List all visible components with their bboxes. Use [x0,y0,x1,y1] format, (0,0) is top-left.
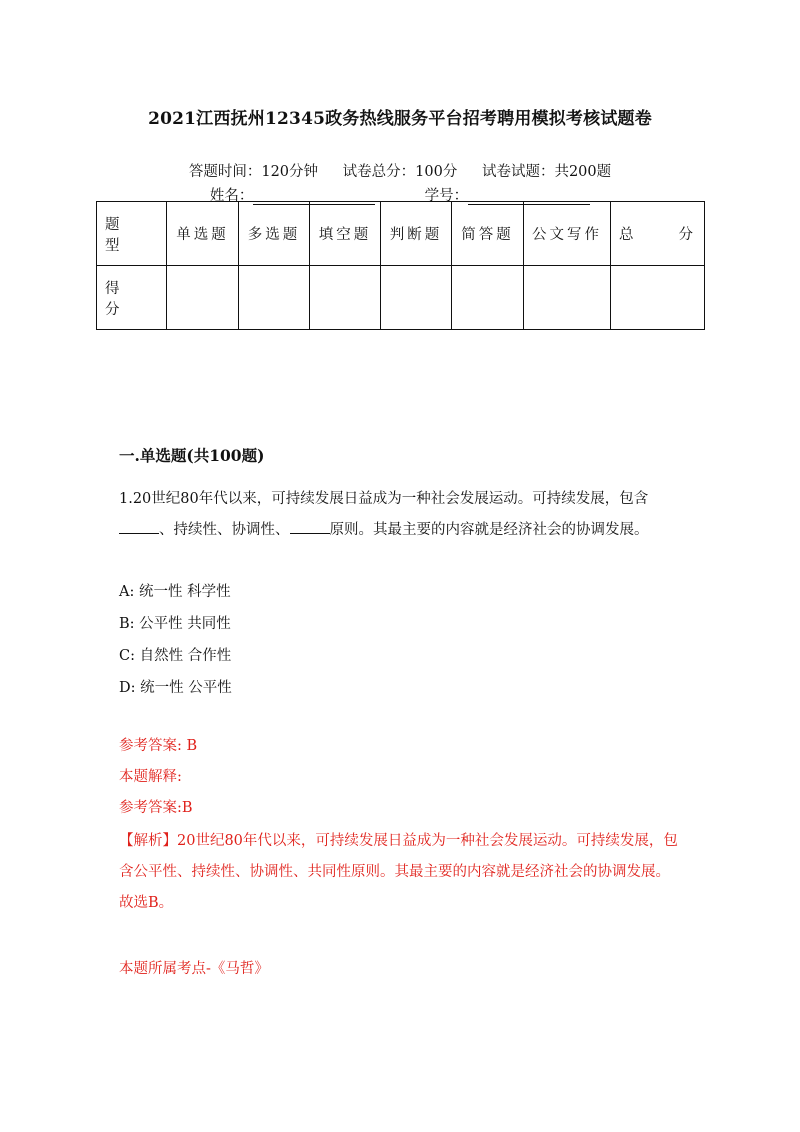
explanation-label: 本题解释: [119,769,182,785]
exam-question-count: 试卷试题：共200题 [481,164,612,180]
option-c[interactable]: C: 自然性 合作性 [119,648,232,664]
score-cell[interactable] [381,266,452,330]
question-text [119,484,679,546]
option-list [119,576,232,704]
score-table [96,201,705,330]
header-cell-multi: 多选题 [239,202,310,266]
option-b[interactable]: B: 公平性 共同性 [119,616,231,632]
header-cell-single: 单选题 [167,202,239,266]
reference-answer: 参考答案: B [119,738,198,754]
topic-label: 本题所属考点-《马哲》 [119,961,269,977]
question-part-2: 、持续性、协调性、 [159,522,290,538]
score-cell[interactable] [524,266,611,330]
section-heading: 一.单选题(共100题) [119,446,265,465]
id-label: 学号： [424,188,469,204]
answer-blank [290,519,330,534]
question-part-3: 原则。其最主要的内容就是经济社会的协调发展。 [329,522,649,538]
option-d[interactable]: D: 统一性 公平性 [119,680,232,696]
exam-total-score: 试卷总分：100分 [342,164,458,180]
score-table-header-row [97,202,705,266]
score-cell[interactable] [239,266,310,330]
exam-info [0,160,800,181]
score-cell[interactable] [310,266,381,330]
header-cell-judge: 判断题 [381,202,452,266]
header-cell-type: 题 型 [97,202,167,266]
header-cell-total: 总 分 [611,202,705,266]
score-table-score-row [97,266,705,330]
header-cell-writing: 公文写作 [524,202,611,266]
score-cell[interactable] [452,266,524,330]
name-label: 姓名： [209,188,254,204]
header-cell-fill: 填空题 [310,202,381,266]
score-cell[interactable] [611,266,705,330]
reference-answer-2: 参考答案:B [119,800,193,816]
question-part-1: 1.20世纪80年代以来，可持续发展日益成为一种社会发展运动。可持续发展，包含 [119,491,649,507]
score-row-label: 得 分 [97,266,167,330]
answer-blank [119,519,159,534]
score-cell[interactable] [167,266,239,330]
analysis-text: 【解析】20世纪80年代以来，可持续发展日益成为一种社会发展运动。可持续发展，包含公平性、持续性、协调性、共同性原则。其最主要的内容就是经济社会的协调发展。故选B。 [119,833,678,911]
header-cell-short: 简答题 [452,202,524,266]
page-title: 2021江西抚州12345政务热线服务平台招考聘用模拟考核试题卷 [148,109,652,129]
option-a[interactable]: A: 统一性 科学性 [119,584,231,600]
exam-time: 答题时间：120分钟 [188,164,319,180]
